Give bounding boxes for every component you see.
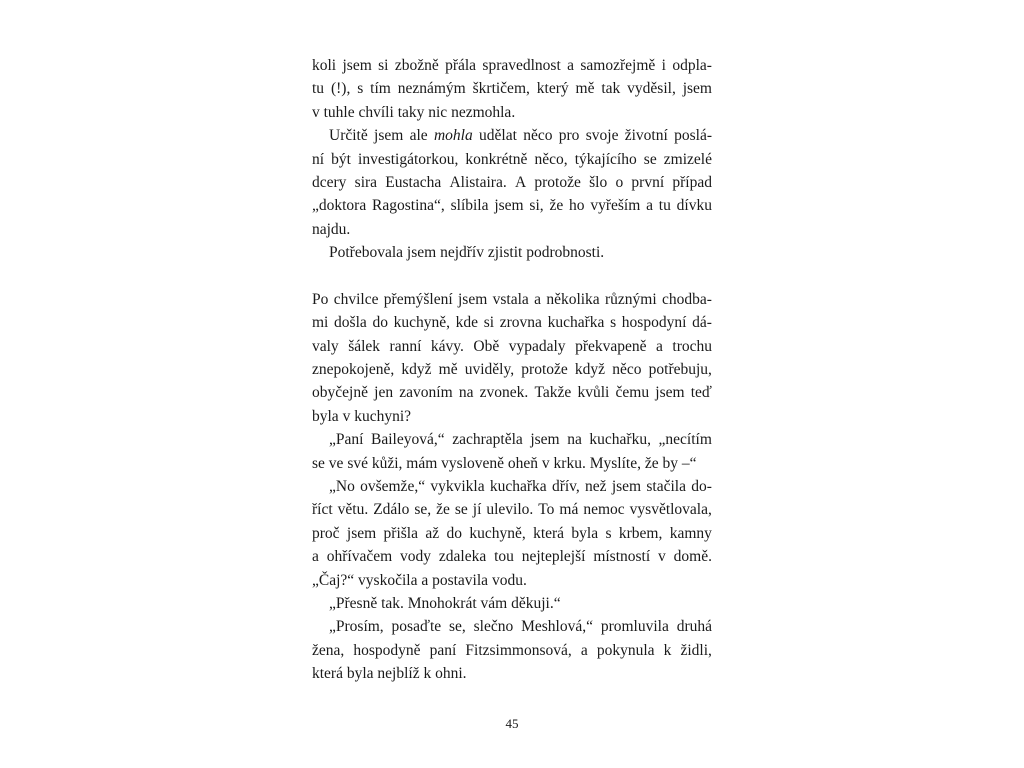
text-line: valy šálek ranní kávy. Obě vypadaly překvapeně a trochu (312, 337, 712, 355)
paragraph (312, 592, 712, 615)
text-line: se ve své kůži, mám vysloveně oheň v krku. Myslíte, že by –“ (312, 454, 697, 472)
paragraph (312, 54, 712, 124)
text-line: obyčejně jen zavoním na zvonek. Takže kvůli čemu jsem teď (312, 384, 712, 402)
text-line: ní být investigátorkou, konkrétně něco, týkajícího se zmizelé (312, 150, 712, 168)
text-line: znepokojeně, když mě uviděly, protože když něco potřebuju, (312, 361, 712, 379)
text-line: Potřebovala jsem nejdřív zjistit podrobnosti. (329, 244, 605, 262)
text-line: byla v kuchyni? (312, 407, 412, 425)
text-line: Určitě jsem ale mohla udělat něco pro svoje životní poslá- (329, 127, 712, 145)
text-line: mi došla do kuchyně, kde si zrovna kuchařka s hospodyní dá- (312, 314, 712, 332)
text-line: Po chvilce přemýšlení jsem vstala a několika různými chodba- (312, 290, 712, 308)
text-line: „Prosím, posaďte se, slečno Meshlová,“ promluvila druhá (329, 618, 712, 636)
text-line: v tuhle chvíli taky nic nezmohla. (312, 103, 516, 121)
paragraph (312, 475, 712, 592)
scene-break (312, 265, 712, 288)
text-line: dcery sira Eustacha Alistaira. A protože šlo o první případ (312, 173, 712, 191)
paragraph (312, 428, 712, 475)
text-line: „Paní Baileyová,“ zachraptěla jsem na kuchařku, „necítím (329, 431, 712, 449)
body-text (312, 54, 712, 686)
text-line: „Přesně tak. Mnohokrát vám děkuji.“ (329, 594, 561, 612)
text-line: říct větu. Zdálo se, že se jí ulevilo. To má nemoc vysvětlovala, (312, 501, 712, 519)
text-line: a ohřívačem vody zdaleka tou nejteplejší místností v domě. (312, 548, 712, 566)
paragraph (312, 124, 712, 241)
text-line: „No ovšemže,“ vykvikla kuchařka dřív, než jsem stačila do- (329, 478, 712, 496)
text-line: proč jsem přišla až do kuchyně, která byla s krbem, kamny (312, 524, 712, 542)
text-line: koli jsem si zbožně přála spravedlnost a samozřejmě i odpla- (312, 57, 712, 74)
text-line: která byla nejblíž k ohni. (312, 665, 467, 683)
text-line: „Čaj?“ vyskočila a postavila vodu. (312, 571, 527, 589)
paragraph (312, 288, 712, 428)
paragraph (312, 615, 712, 685)
text-line: žena, hospodyně paní Fitzsimmonsová, a pokynula k židli, (312, 641, 712, 659)
text-line: „doktora Ragostina“, slíbila jsem si, že ho vyřeším a tu dívku (312, 197, 712, 215)
text-line: tu (!), s tím neznámým škrtičem, který mě tak vyděsil, jsem (312, 80, 712, 98)
page-number: 45 (505, 716, 519, 731)
paragraph (312, 241, 712, 264)
text-line: najdu. (312, 220, 351, 238)
